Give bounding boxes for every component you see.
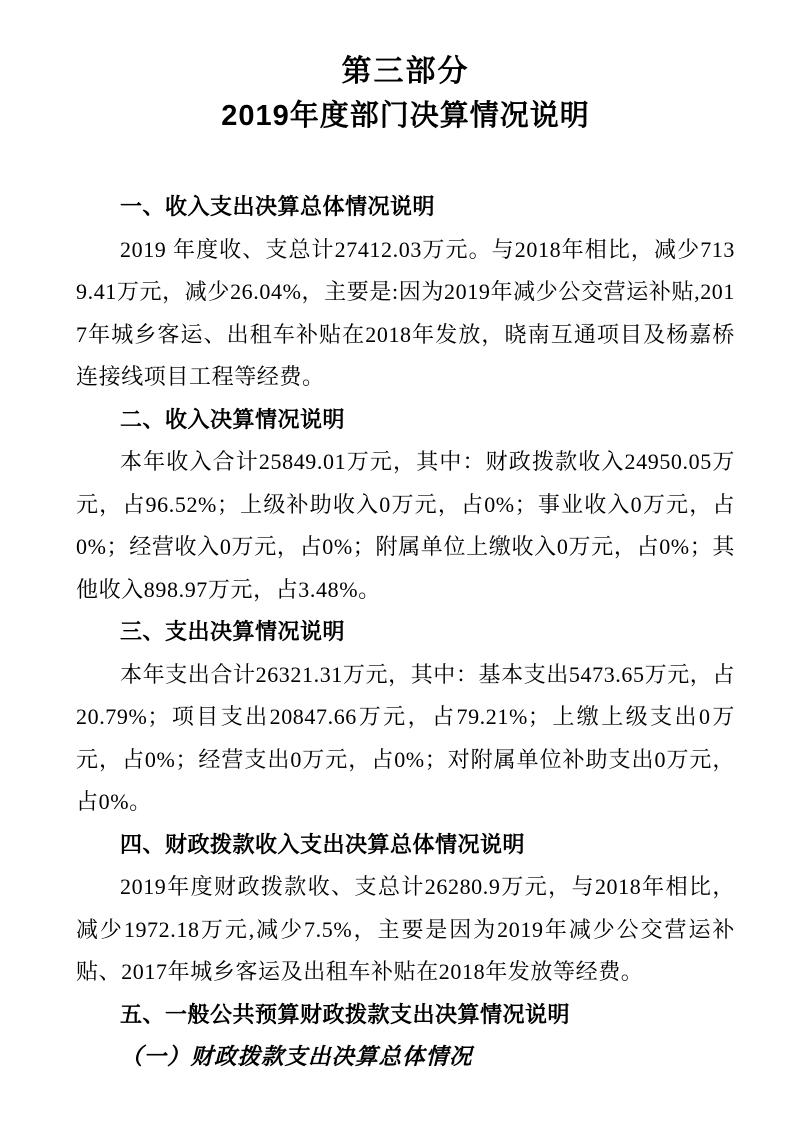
section-1-heading: 一、收入支出决算总体情况说明 <box>120 194 436 219</box>
doc-part-title: 第三部分 <box>341 55 470 88</box>
section-4-heading: 四、财政拨款收入支出决算总体情况说明 <box>120 831 526 857</box>
section-fiscal-appropriation-overview <box>76 824 735 994</box>
section-1-paragraph: 2019 年度收、支总计27412.03万元。与2018年相比，减少7139.41万元，减少26.04%，主要是:因为2019年减少公交营运补贴,2017年城乡客运、出租车补贴在2018年发放，晓南互通项目及杨嘉桥连接线项目工程等经费。 <box>76 236 735 389</box>
section-4-paragraph: 2019年度财政拨款收、支总计26280.9万元，与2018年相比，减少1972.18万元,减少7.5%，主要是因为2019年减少公交营运补贴、2017年城乡客运及出租车补贴在2018年发放等经费。 <box>76 874 735 984</box>
section-expense-final-accounts <box>76 611 735 824</box>
section-3-paragraph: 本年支出合计26321.31万元，其中：基本支出5473.65万元，占20.79%；项目支出20847.66万元，占79.21%；上缴上级支出0万元，占0%；经营支出0万元，占0%；对附属单位补助支出0万元，占0%。 <box>76 661 736 814</box>
doc-subtitle: 2019年度部门决算情况说明 <box>221 100 590 132</box>
section-public-budget-expense <box>76 994 735 1079</box>
section-2-paragraph: 本年收入合计25849.01万元，其中：财政拨款收入24950.05万元，占96.52%；上级补助收入0万元，占0%；事业收入0万元，占0%；经营收入0万元，占0%；附属单位上缴收入0万元，占0%；其他收入898.97万元，占3.48%。 <box>76 449 735 602</box>
section-income-expense-overview <box>76 186 735 399</box>
section-2-heading: 二、收入决算情况说明 <box>120 406 346 432</box>
section-5-heading: 五、一般公共预算财政拨款支出决算情况说明 <box>120 1001 571 1027</box>
section-5-subheading: （一）财政拨款支出决算总体情况 <box>120 1044 473 1069</box>
section-income-final-accounts <box>76 399 735 612</box>
section-3-heading: 三、支出决算情况说明 <box>120 619 346 644</box>
